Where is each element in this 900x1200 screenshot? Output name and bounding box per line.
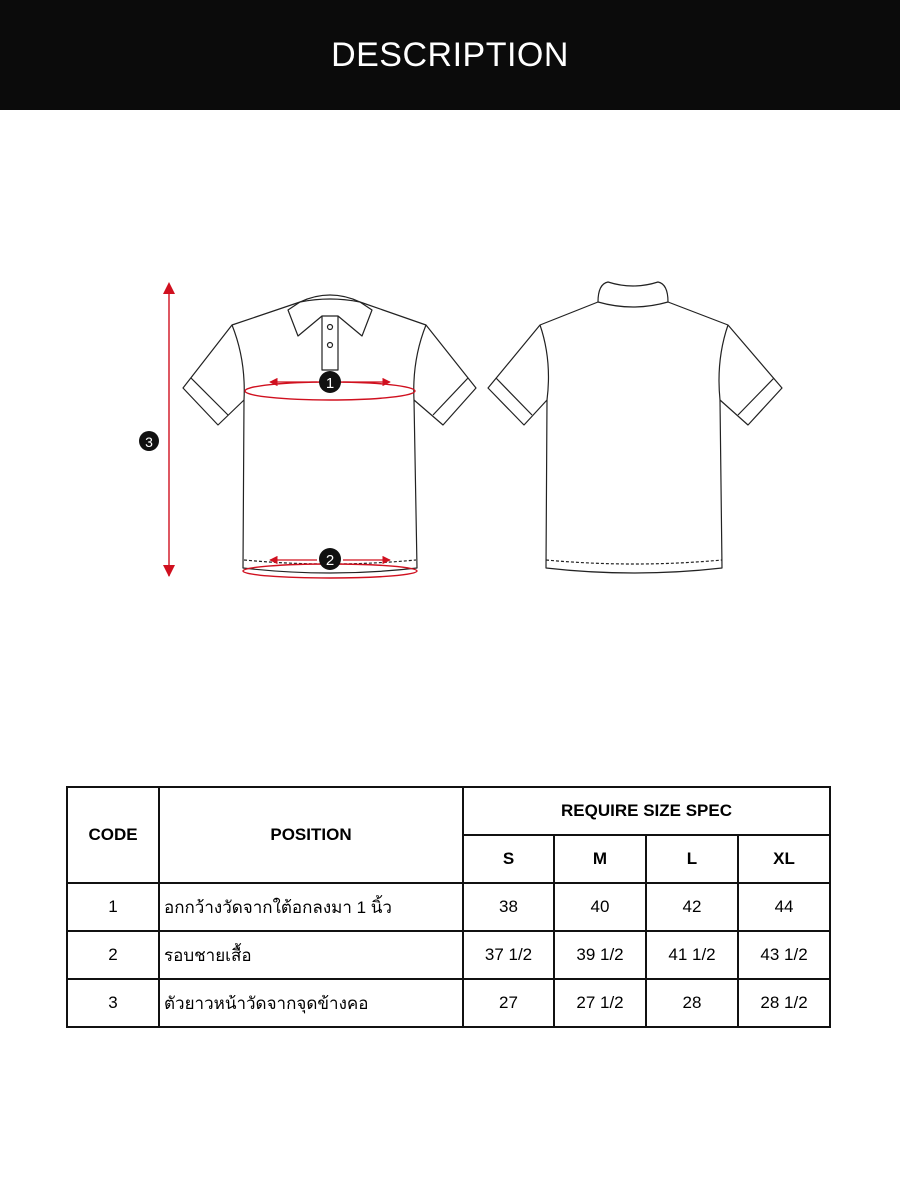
spec-header: REQUIRE SIZE SPEC [463,787,830,835]
table-row [67,931,830,979]
row-value-m: 40 [554,883,646,931]
row-value-l: 42 [646,883,738,931]
row-value-xl: 28 1/2 [738,979,830,1027]
marker-1: 1 [325,375,335,392]
row-position: อกกว้างวัดจากใต้อกลงมา 1 นิ้ว [159,883,463,931]
row-value-s: 38 [463,883,554,931]
row-value-s: 37 1/2 [463,931,554,979]
marker-3: 3 [145,434,153,450]
table-row [67,979,830,1027]
row-code: 1 [67,883,159,931]
row-value-xl: 44 [738,883,830,931]
page-title: DESCRIPTION [331,35,569,74]
back-shirt-drawing [488,282,782,573]
row-value-m: 39 1/2 [554,931,646,979]
front-shirt-drawing [183,295,476,573]
row-value-l: 28 [646,979,738,1027]
size-header-l: L [646,835,738,883]
header-bar [0,0,900,110]
row-value-xl: 43 1/2 [738,931,830,979]
table-row [67,883,830,931]
size-header-xl: XL [738,835,830,883]
chest-measure [245,371,415,400]
row-code: 2 [67,931,159,979]
row-position: รอบชายเสื้อ [159,931,463,979]
shirt-diagram [0,260,900,600]
size-header-s: S [463,835,554,883]
row-position: ตัวยาวหน้าวัดจากจุดข้างคอ [159,979,463,1027]
position-header: POSITION [159,787,463,883]
size-spec-table [66,786,831,1028]
row-value-m: 27 1/2 [554,979,646,1027]
row-code: 3 [67,979,159,1027]
row-value-l: 41 1/2 [646,931,738,979]
marker-2: 2 [325,552,335,569]
length-measure [139,282,175,577]
row-value-s: 27 [463,979,554,1027]
code-header: CODE [67,787,159,883]
size-header-m: M [554,835,646,883]
